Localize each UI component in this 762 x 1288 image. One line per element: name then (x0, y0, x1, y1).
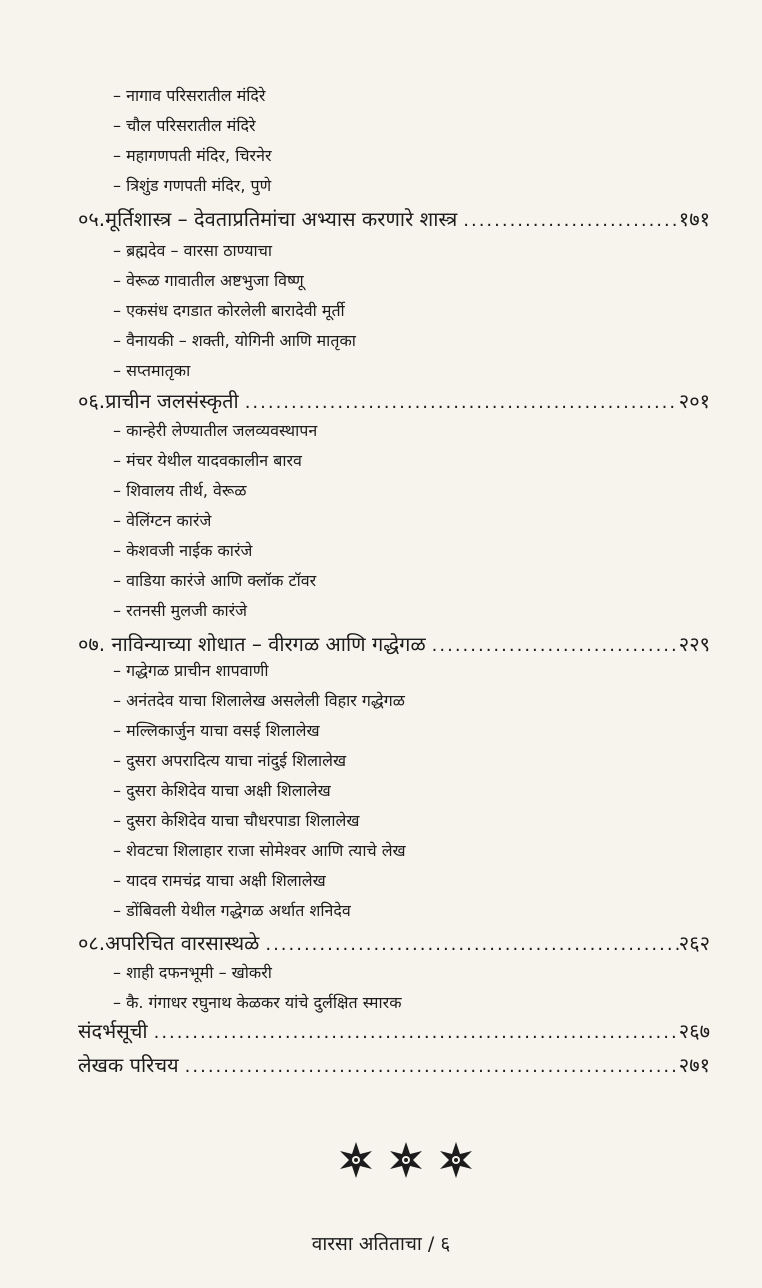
toc-subitem: – कै. गंगाधर रघुनाथ केळकर यांचे दुर्लक्षित स्मारक (113, 993, 402, 1012)
toc-chapter (78, 1052, 710, 1080)
chapter-page-number: १७१ (678, 207, 710, 231)
toc-subitem: – त्रिशुंड गणपती मंदिर, पुणे (113, 176, 272, 195)
dot-leader (179, 1054, 679, 1080)
toc-subitem: – शाही दफनभूमी – खोकरी (113, 963, 272, 982)
toc-subitem: – वैनायकी – शक्ती, योगिनी आणि मातृका (113, 331, 356, 350)
toc-subitem: – शिवालय तीर्थ, वेरूळ (113, 481, 247, 500)
toc-subitem: – केशवजी नाईक कारंजे (113, 541, 253, 560)
chapter-title: संदर्भसूची (78, 1019, 148, 1043)
star-flower-icon (336, 1140, 376, 1180)
dot-leader (457, 208, 679, 234)
star-flower-icon (386, 1140, 426, 1180)
toc-chapter (78, 388, 710, 416)
toc-subitem: – ब्रह्मदेव – वारसा ठाण्याचा (113, 241, 272, 260)
toc-chapter (78, 930, 710, 958)
toc-subitem: – सप्तमातृका (113, 361, 191, 380)
chapter-title: ०८.अपरिचित वारसास्थळे (78, 931, 260, 955)
toc-subitem: – अनंतदेव याचा शिलालेख असलेली विहार गद्धेगळ (113, 691, 405, 710)
toc-subitem: – दुसरा अपरादित्य याचा नांदुई शिलालेख (113, 751, 347, 770)
dot-leader (239, 390, 679, 416)
chapter-title: लेखक परिचय (78, 1053, 179, 1077)
toc-subitem: – वाडिया कारंजे आणि क्लॉक टॉवर (113, 571, 317, 590)
chapter-page-number: २०१ (678, 389, 710, 413)
toc-subitem: – नागाव परिसरातील मंदिरे (113, 86, 266, 105)
toc-subitem: – यादव रामचंद्र याचा अक्षी शिलालेख (113, 871, 326, 890)
toc-subitem: – एकसंध दगडात कोरलेली बारादेवी मूर्ती (113, 301, 345, 320)
toc-subitem: – वेरूळ गावातील अष्टभुजा विष्णू (113, 271, 304, 290)
toc-chapter (78, 206, 710, 234)
toc-chapter (78, 631, 710, 659)
page-footer: वारसा अतिताचा / ६ (311, 1233, 451, 1255)
toc-subitem: – डोंबिवली येथील गद्धेगळ अर्थात शनिदेव (113, 901, 351, 920)
chapter-title: ०६.प्राचीन जलसंस्कृती (78, 389, 239, 413)
toc-subitem: – गद्धेगळ प्राचीन शापवाणी (113, 661, 269, 680)
chapter-title: ०५.मूर्तिशास्त्र – देवताप्रतिमांचा अभ्यास करणारे शास्त्र (78, 207, 458, 231)
chapter-title: ०७. नाविन्याच्या शोधात – वीरगळ आणि गद्धेगळ (78, 632, 426, 656)
toc-subitem: – मंचर येथील यादवकालीन बारव (113, 451, 302, 470)
toc-subitem: – मल्लिकार्जुन याचा वसई शिलालेख (113, 721, 320, 740)
toc-subitem: – चौल परिसरातील मंदिरे (113, 116, 256, 135)
toc-subitem: – शेवटचा शिलाहार राजा सोमेश्वर आणि त्याचे लेख (113, 841, 406, 860)
dot-leader (426, 633, 679, 659)
toc-subitem: – वेलिंग्टन कारंजे (113, 511, 212, 530)
toc-subitem: – महागणपती मंदिर, चिरनेर (113, 146, 272, 165)
chapter-page-number: २६७ (678, 1019, 710, 1043)
dot-leader (259, 932, 678, 958)
toc-subitem: – कान्हेरी लेण्यातील जलव्यवस्थापन (113, 421, 318, 440)
chapter-page-number: २७१ (678, 1053, 710, 1077)
toc-subitem: – दुसरा केशिदेव याचा चौधरपाडा शिलालेख (113, 811, 360, 830)
dot-leader (148, 1020, 679, 1046)
toc-subitem: – दुसरा केशिदेव याचा अक्षी शिलालेख (113, 781, 331, 800)
chapter-page-number: २६२ (678, 931, 710, 955)
toc-subitem: – रतनसी मुलजी कारंजे (113, 601, 248, 620)
chapter-page-number: २२९ (678, 632, 710, 656)
toc-chapter (78, 1018, 710, 1046)
ornament-divider (336, 1140, 476, 1180)
star-flower-icon (436, 1140, 476, 1180)
